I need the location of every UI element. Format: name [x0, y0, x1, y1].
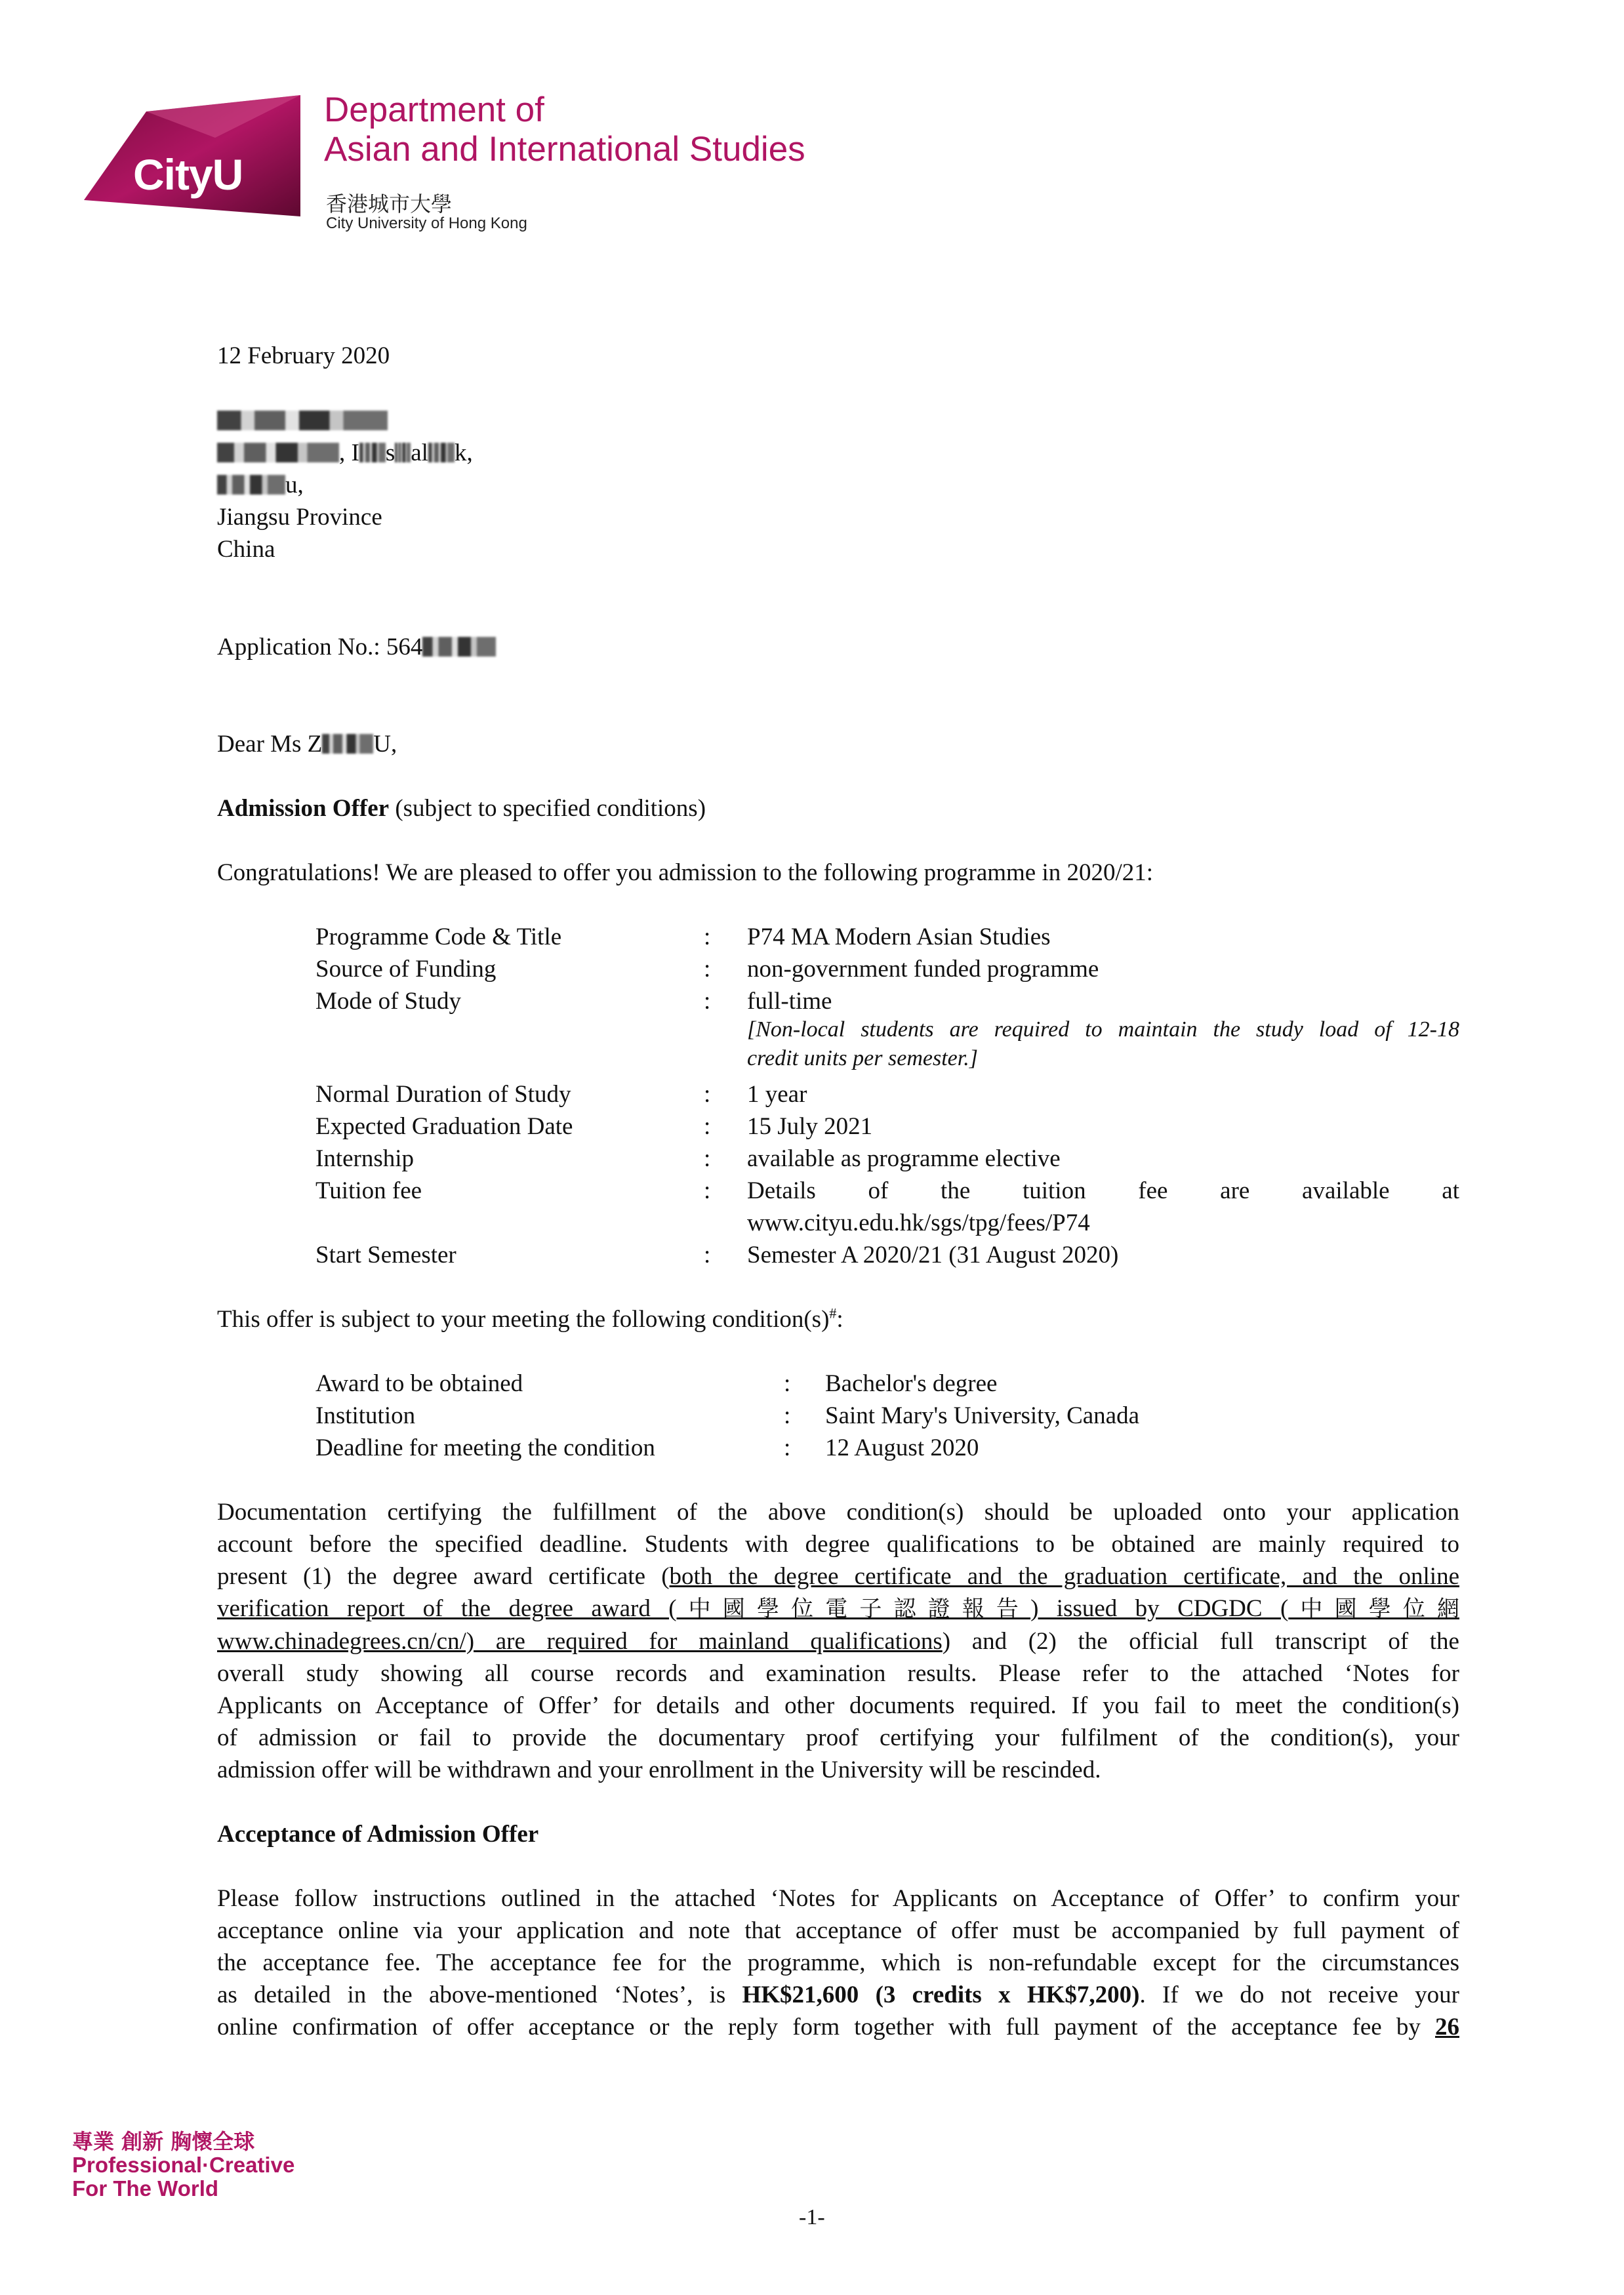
table-value: Semester A 2020/21 (31 August 2020) [747, 1242, 1119, 1269]
table-colon: : [704, 1242, 711, 1269]
footer-slogan-line2: For The World [72, 2176, 219, 2201]
department-name-line1: Department of [324, 91, 544, 129]
offer-heading: Admission Offer (subject to specified conditions) [217, 795, 706, 822]
table-value: Saint Mary's University, Canada [825, 1402, 1140, 1429]
table-colon: : [704, 988, 711, 1015]
table-row: Normal Duration of Study [315, 1081, 571, 1108]
address-line-2: , I s al k, [217, 437, 473, 469]
table-colon: : [704, 1113, 711, 1140]
table-colon: : [704, 1177, 711, 1204]
table-colon: : [704, 1081, 711, 1108]
salutation: Dear Ms Z U, [217, 731, 397, 758]
redacted-text [217, 411, 388, 430]
table-colon: : [784, 1370, 791, 1397]
table-value: available as programme elective [747, 1145, 1061, 1172]
table-row: Tuition fee [315, 1177, 422, 1204]
tuition-fee-url: www.cityu.edu.hk/sgs/tpg/fees/P74 [747, 1209, 1090, 1236]
table-value: 15 July 2021 [747, 1113, 873, 1140]
footer-slogan-line1: Professional·Creative [72, 2153, 295, 2177]
application-number: Application No.: 564 [217, 631, 496, 663]
table-row: Start Semester [315, 1242, 457, 1269]
table-row: Source of Funding [315, 956, 497, 983]
page-number: -1- [799, 2205, 825, 2229]
mode-note: [Non-local students are required to maintain the study load of 12-18 credit units per semester.] [747, 1017, 1459, 1070]
table-colon: : [704, 924, 711, 950]
redacted-text [395, 443, 411, 462]
table-row: Deadline for meeting the condition [315, 1434, 655, 1461]
table-value: 1 year [747, 1081, 807, 1108]
redacted-text [359, 443, 386, 462]
documentation-paragraph: Documentation certifying the fulfillment of the above condition(s) should be uploaded onto your application account before the specified deadline. Students with degree qualifications to be obtained are mainly required to present (1) the degree award certificate (both the degree certificate and the graduation certificate, and the online verification report of the degree award (中國學位電子認證報告) issued by CDGDC (中國學位網 www.chinadegrees.cn/cn/) are required for mainland qualifications) and (2) the official full transcript of the overall study showing all course records and examination results. Please refer to the attached ‘Notes for Applicants on Acceptance of Offer’ for details and other documents required. If you fail to meet the condition(s) of admission or fail to provide the documentary proof certifying your fulfilment of the condition(s), your admission offer will be withdrawn and your enrollment in the University will be rescinded. [217, 1499, 1459, 1783]
table-value: full-time [747, 988, 832, 1015]
condition-intro: This offer is subject to your meeting the following condition(s)#: [217, 1305, 843, 1333]
table-row: Mode of Study [315, 988, 461, 1015]
acceptance-paragraph: Please follow instructions outlined in the attached ‘Notes for Applicants on Acceptance of Offer’ to confirm your acceptance online via your application and note that acceptance of offer must be accompanied by full payment of the acceptance fee. The acceptance fee for the programme, which is non-refundable except for the circumstances as detailed in the above-mentioned ‘Notes’, is HK$21,600 (3 credits x HK$7,200). If we do not receive your online confirmation of offer acceptance or the reply form together with full payment of the acceptance fee by 26 [217, 1885, 1459, 2041]
table-value: Bachelor's degree [825, 1370, 998, 1397]
table-value: P74 MA Modern Asian Studies [747, 924, 1051, 950]
redacted-text [422, 637, 496, 657]
university-english-name: City University of Hong Kong [326, 214, 527, 232]
table-row: Institution [315, 1402, 416, 1429]
congratulations-text: Congratulations! We are pleased to offer you admission to the following programme in 2020/21: [217, 859, 1154, 886]
university-chinese-name: 香港城市大學 [326, 192, 453, 216]
table-colon: : [704, 1145, 711, 1172]
table-row: Internship [315, 1145, 415, 1172]
cityu-logo [84, 92, 307, 216]
table-row: Award to be obtained [315, 1370, 523, 1397]
table-row: Programme Code & Title [315, 924, 562, 950]
address-line-5: China [217, 536, 275, 563]
table-colon: : [704, 956, 711, 983]
table-row: Expected Graduation Date [315, 1113, 573, 1140]
redacted-text [217, 443, 339, 462]
letter-date: 12 February 2020 [217, 342, 390, 369]
table-value: non-government funded programme [747, 956, 1099, 983]
acceptance-heading: Acceptance of Admission Offer [217, 1821, 539, 1848]
address-line-3: u, [217, 469, 304, 501]
redacted-text [217, 475, 285, 495]
logo-text: CityU [133, 150, 243, 199]
table-colon: : [784, 1402, 791, 1429]
address-line-4: Jiangsu Province [217, 504, 382, 531]
redacted-text [428, 443, 455, 462]
address-line-1 [217, 405, 388, 437]
department-name-line2: Asian and International Studies [324, 130, 805, 169]
table-colon: : [784, 1434, 791, 1461]
redacted-text [322, 734, 373, 754]
tuition-fee-value: Details of the tuition fee are available at www.cityu.edu.hk/sgs/tpg/fees/P74 [747, 1175, 1459, 1239]
table-value: 12 August 2020 [825, 1434, 979, 1461]
footer-slogan-chinese: 專業 創新 胸懷全球 [72, 2129, 255, 2154]
